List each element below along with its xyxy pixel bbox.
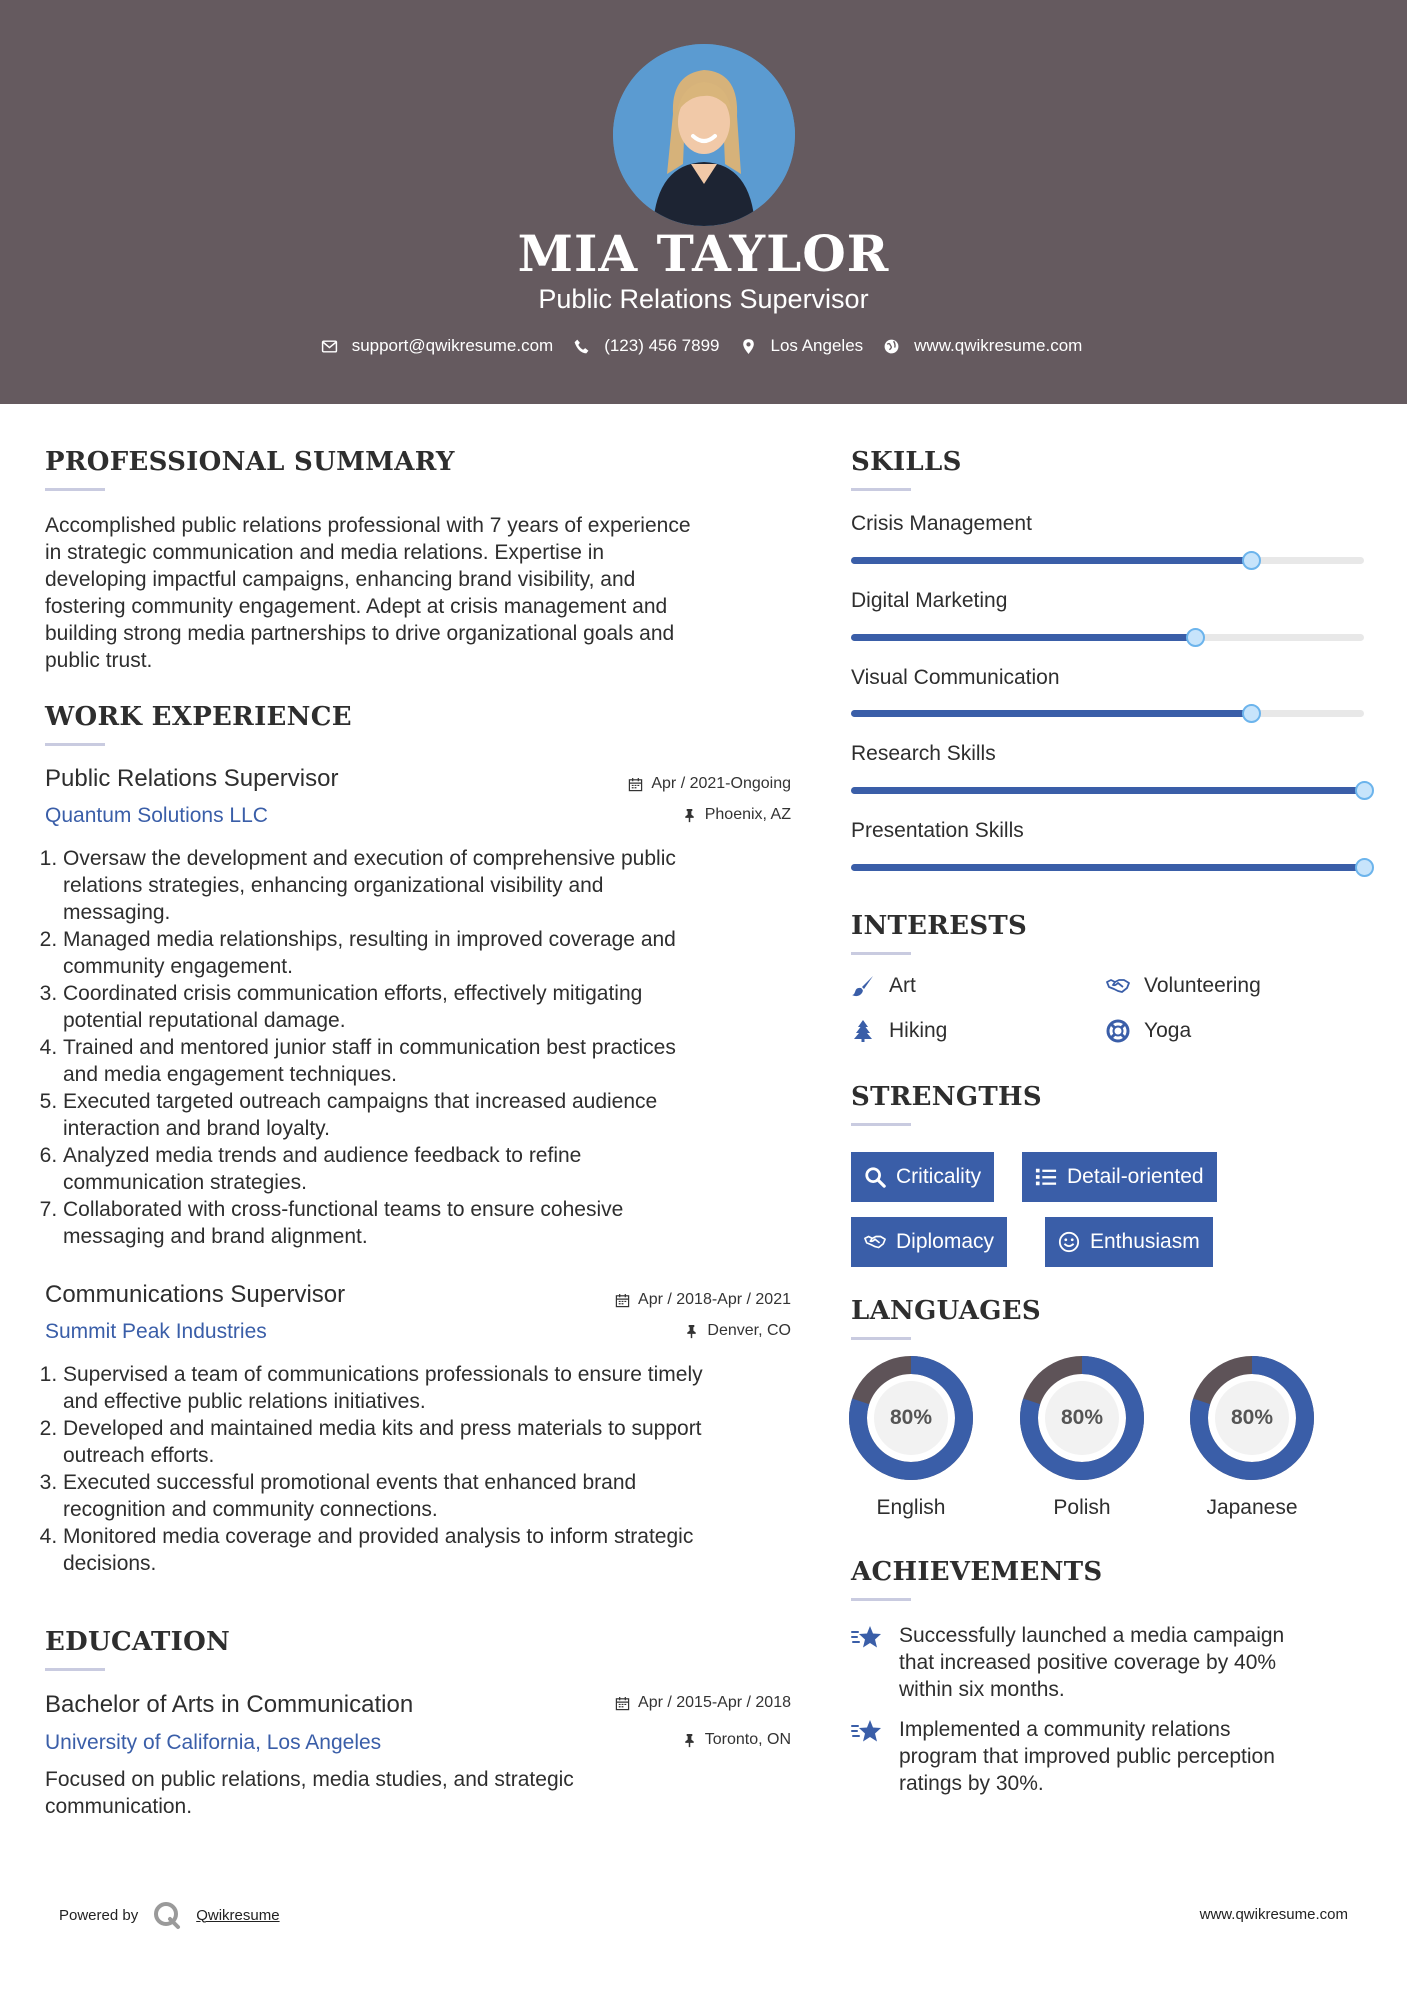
job-dates xyxy=(615,1291,791,1309)
interest-label: Volunteering xyxy=(1144,974,1261,997)
interest-item xyxy=(851,974,916,998)
language-name: Polish xyxy=(1053,1496,1111,1519)
location-text: Toronto, ON xyxy=(704,1731,791,1748)
languages-rule xyxy=(851,1337,911,1340)
candidate-name: MIA TAYLOR xyxy=(517,224,890,283)
strength-label: Enthusiasm xyxy=(1090,1230,1200,1253)
paintbrush-icon xyxy=(851,974,875,998)
summary-text xyxy=(45,512,795,674)
pin-icon xyxy=(682,1733,697,1748)
language-name: Japanese xyxy=(1206,1496,1298,1519)
strength-label: Diplomacy xyxy=(896,1230,995,1253)
job-title: Communications Supervisor xyxy=(45,1281,346,1308)
tree-icon xyxy=(851,1019,875,1043)
powered-by-text: Powered by xyxy=(59,1906,139,1924)
bullet-item: 5. Executed targeted outreach campaigns that increased audience interaction and brand loyalty. xyxy=(63,1088,813,1142)
bullet-item: 4. Monitored media coverage and provided analysis to inform strategic decisions. xyxy=(63,1523,813,1577)
skill-bar xyxy=(851,787,1364,794)
summary-line: in strategic communication and media relations. Expertise in xyxy=(45,541,605,564)
skill-name: Research Skills xyxy=(851,742,996,765)
bullet-item: 2. Developed and maintained media kits and press materials to support outreach efforts. xyxy=(63,1415,813,1469)
contact-bar xyxy=(0,336,1407,356)
smile-icon xyxy=(1058,1231,1080,1253)
skill-bar xyxy=(851,557,1364,564)
pin-icon xyxy=(682,808,697,823)
summary-heading: PROFESSIONAL SUMMARY xyxy=(45,447,455,477)
education-heading: EDUCATION xyxy=(45,1627,231,1657)
dates-text: Apr / 2018-Apr / 2021 xyxy=(638,1291,791,1308)
website-text: www.qwikresume.com xyxy=(914,336,1083,355)
strength-label: Detail-oriented xyxy=(1067,1165,1204,1188)
education-rule xyxy=(45,1668,105,1671)
skill-fill xyxy=(851,634,1195,641)
job-location xyxy=(684,1322,791,1340)
skills-heading: SKILLS xyxy=(851,447,962,477)
language-percent: 80% xyxy=(874,1381,948,1455)
calendar-icon xyxy=(628,777,643,792)
skill-knob xyxy=(1355,858,1374,877)
shooting-star-icon xyxy=(851,1624,883,1652)
language-percent: 80% xyxy=(1215,1381,1289,1455)
profile-photo xyxy=(613,44,795,226)
interest-item xyxy=(851,1019,947,1043)
shooting-star-icon xyxy=(851,1718,883,1746)
school-name: University of California, Los Angeles xyxy=(45,1731,382,1754)
language-percent: 80% xyxy=(1045,1381,1119,1455)
summary-line: fostering community engagement. Adept at crisis management and xyxy=(45,595,668,618)
skill-knob xyxy=(1242,704,1261,723)
footer-website[interactable]: www.qwikresume.com xyxy=(1199,1906,1348,1923)
bullet-item: 3. Coordinated crisis communication efforts, effectively mitigating potential reputational damage. xyxy=(63,980,813,1034)
candidate-title: Public Relations Supervisor xyxy=(538,284,869,314)
resume-header xyxy=(0,0,1407,404)
bullet-item: 1. Supervised a team of communications professionals to ensure timely and effective public relations initiatives. xyxy=(63,1361,813,1415)
company-name: Quantum Solutions LLC xyxy=(45,804,268,827)
skill-fill xyxy=(851,710,1251,717)
footer-branding xyxy=(59,1900,280,1930)
skill-name: Visual Communication xyxy=(851,666,1060,689)
skill-name: Crisis Management xyxy=(851,512,1032,535)
skill-fill xyxy=(851,557,1251,564)
job-bullets xyxy=(45,1361,813,1577)
skill-name: Presentation Skills xyxy=(851,819,1024,842)
work-rule xyxy=(45,743,105,746)
summary-line: Accomplished public relations professional with 7 years of experience xyxy=(45,514,691,537)
interest-item xyxy=(1106,974,1261,998)
job-location xyxy=(682,806,791,824)
list-icon xyxy=(1035,1166,1057,1188)
skill-bar xyxy=(851,864,1364,871)
achievement-text: Implemented a community relations program that improved public perception ratings by 30%. xyxy=(899,1718,1275,1795)
description-line: communication. xyxy=(45,1795,193,1818)
description-line: Focused on public relations, media studies, and strategic xyxy=(45,1768,574,1791)
skill-knob xyxy=(1355,781,1374,800)
bullet-item: 7. Collaborated with cross-functional teams to ensure cohesive messaging and brand alignment. xyxy=(63,1196,813,1250)
summary-line: developing impactful campaigns, enhancing brand visibility, and xyxy=(45,568,636,591)
company-name: Summit Peak Industries xyxy=(45,1320,267,1343)
skill-fill xyxy=(851,864,1364,871)
strength-label: Criticality xyxy=(896,1165,982,1188)
strength-chip xyxy=(851,1217,1007,1267)
summary-line: public trust. xyxy=(45,649,153,672)
languages-heading: LANGUAGES xyxy=(851,1296,1041,1326)
location-text: Phoenix, AZ xyxy=(704,806,791,823)
handshake-icon xyxy=(864,1231,886,1253)
job-title: Public Relations Supervisor xyxy=(45,765,339,792)
education-dates xyxy=(615,1694,791,1712)
achievements-heading: ACHIEVEMENTS xyxy=(851,1557,1103,1587)
strength-chip xyxy=(851,1152,994,1202)
achievement-text: Successfully launched a media campaign that increased positive coverage by 40% within six months. xyxy=(899,1624,1285,1701)
contact-email[interactable] xyxy=(321,336,554,356)
contact-phone[interactable] xyxy=(573,336,719,356)
interest-label: Yoga xyxy=(1144,1019,1192,1042)
bullet-item: 1. Oversaw the development and execution of comprehensive public relations strategies, enhancing organizational visibility and messaging. xyxy=(63,845,813,926)
skill-name: Digital Marketing xyxy=(851,589,1008,612)
interests-rule xyxy=(851,952,911,955)
map-marker-icon xyxy=(740,338,757,355)
summary-line: building strong media partnerships to drive organizational goals and xyxy=(45,622,675,645)
location-text: Los Angeles xyxy=(770,336,864,355)
language-ring xyxy=(1190,1356,1314,1480)
language-ring xyxy=(1020,1356,1144,1480)
bullet-item: 3. Executed successful promotional events that enhanced brand recognition and community connections. xyxy=(63,1469,813,1523)
envelope-icon xyxy=(321,338,338,355)
bullet-item: 2. Managed media relationships, resulting in improved coverage and community engagement. xyxy=(63,926,813,980)
education-location xyxy=(682,1731,791,1749)
language-ring xyxy=(849,1356,973,1480)
interests-heading: INTERESTS xyxy=(851,911,1028,941)
bullet-item: 6. Analyzed media trends and audience feedback to refine communication strategies. xyxy=(63,1142,813,1196)
work-heading: WORK EXPERIENCE xyxy=(45,702,352,732)
search-icon xyxy=(864,1166,886,1188)
interest-label: Art xyxy=(889,974,916,997)
handshake-icon xyxy=(1106,974,1130,998)
email-text: support@qwikresume.com xyxy=(351,336,554,355)
skill-bar xyxy=(851,710,1364,717)
achievement-item xyxy=(851,1622,1361,1703)
skill-fill xyxy=(851,787,1364,794)
location-text: Denver, CO xyxy=(707,1322,791,1339)
strengths-heading: STRENGTHS xyxy=(851,1082,1042,1112)
dates-text: Apr / 2015-Apr / 2018 xyxy=(638,1694,791,1711)
strength-chip xyxy=(1022,1152,1217,1202)
bullet-item: 4. Trained and mentored junior staff in communication best practices and media engagement techniques. xyxy=(63,1034,813,1088)
skill-bar xyxy=(851,634,1364,641)
pin-icon xyxy=(684,1324,699,1339)
skill-knob xyxy=(1186,628,1205,647)
achievement-item xyxy=(851,1716,1361,1797)
strengths-rule xyxy=(851,1123,911,1126)
brand-link[interactable]: Qwikresume xyxy=(196,1906,280,1924)
job-bullets xyxy=(45,845,813,1250)
qwikresume-logo-icon xyxy=(152,1900,182,1930)
dates-text: Apr / 2021-Ongoing xyxy=(651,775,791,792)
job-dates xyxy=(628,775,791,793)
globe-icon xyxy=(883,338,900,355)
contact-location xyxy=(740,336,864,356)
strength-chip xyxy=(1045,1217,1213,1267)
degree-title: Bachelor of Arts in Communication xyxy=(45,1691,414,1718)
interest-label: Hiking xyxy=(889,1019,948,1042)
skills-rule xyxy=(851,488,911,491)
phone-icon xyxy=(573,338,590,355)
achievements-rule xyxy=(851,1598,911,1601)
lifebuoy-icon xyxy=(1106,1019,1130,1043)
skill-knob xyxy=(1242,551,1261,570)
calendar-icon xyxy=(615,1696,630,1711)
contact-website[interactable] xyxy=(883,336,1082,356)
interest-item xyxy=(1106,1019,1191,1043)
summary-rule xyxy=(45,488,105,491)
education-description xyxy=(45,1766,795,1820)
calendar-icon xyxy=(615,1293,630,1308)
language-name: English xyxy=(876,1496,946,1519)
phone-text: (123) 456 7899 xyxy=(604,336,720,355)
